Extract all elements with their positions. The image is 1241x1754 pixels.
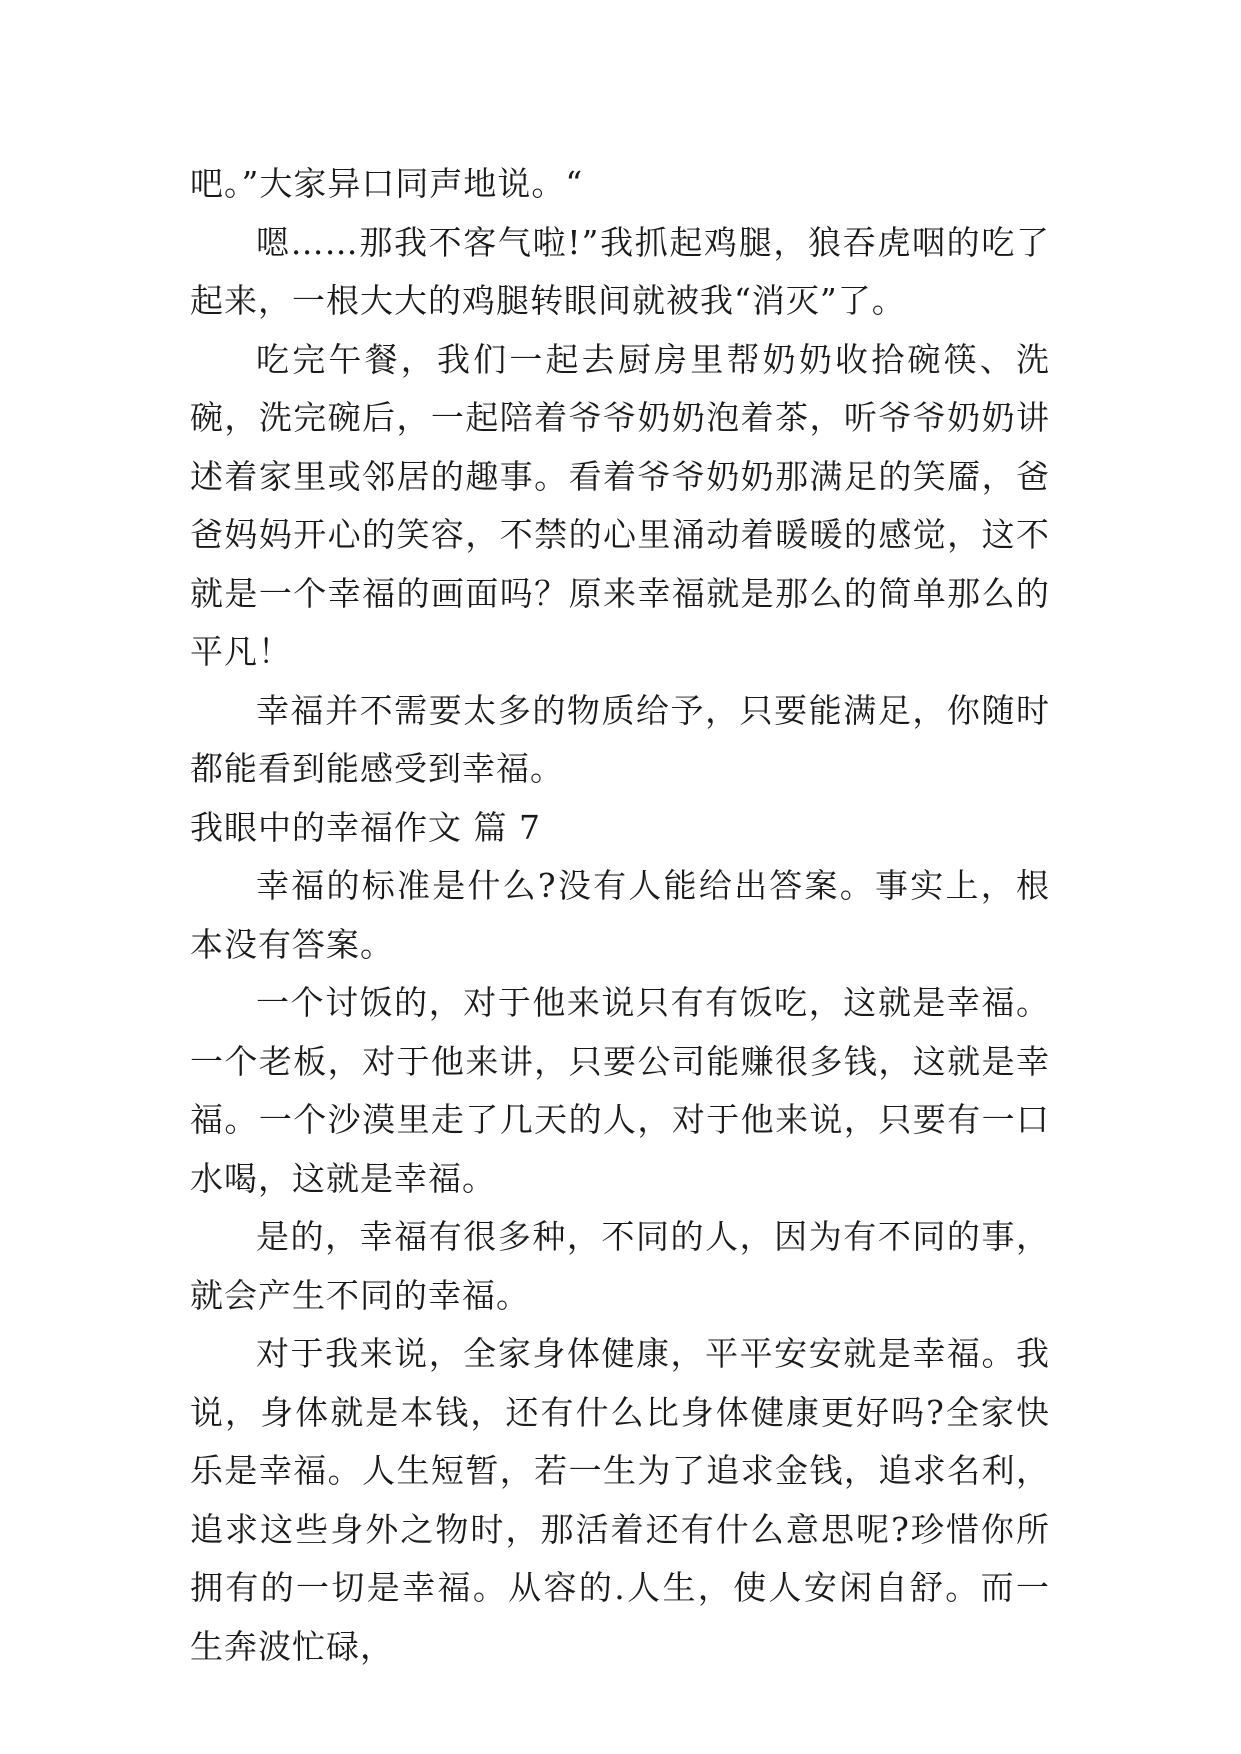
paragraph: 是的，幸福有很多种，不同的人，因为有不同的事，就会产生不同的幸福。 — [190, 1217, 1050, 1315]
paragraph: 对于我来说，全家身体健康，平平安安就是幸福。我说，身体就是本钱，还有什么比身体健康更好吗?全家快乐是幸福。人生短暂，若一生为了追求金钱，追求名利，追求这些身外之物时，那活着还有什么意思呢?珍惜你所拥有的一切是幸福。从容的.人生，使人安闲自舒。而一生奔波忙碌， — [190, 1334, 1050, 1666]
paragraph: 吃完午餐，我们一起去厨房里帮奶奶收拾碗筷、洗碗，洗完碗后，一起陪着爷爷奶奶泡着茶，听爷爷奶奶讲述着家里或邻居的趣事。看着爷爷奶奶那满足的笑靥，爸爸妈妈开心的笑容，不禁的心里涌动着暖暖的感觉，这不就是一个幸福的画面吗？原来幸福就是那么的简单那么的平凡！ — [190, 339, 1050, 671]
paragraph-continuation: 吧。”大家异口同声地说。“ — [190, 164, 584, 203]
document-page — [190, 155, 1050, 1676]
paragraph: 幸福的标准是什么?没有人能给出答案。事实上，根本没有答案。 — [190, 866, 1050, 964]
paragraph: 嗯……那我不客气啦!”我抓起鸡腿，狼吞虎咽的吃了起来，一根大大的鸡腿转眼间就被我“消灭”了。 — [190, 222, 1050, 320]
paragraph: 一个讨饭的，对于他来说只有有饭吃，这就是幸福。一个老板，对于他来讲，只要公司能赚很多钱，这就是幸福。一个沙漠里走了几天的人，对于他来说，只要有一口水喝，这就是幸福。 — [190, 983, 1050, 1198]
section-heading: 我眼中的幸福作文 篇 7 — [190, 807, 541, 847]
paragraph: 幸福并不需要太多的物质给予，只要能满足，你随时都能看到能感受到幸福。 — [190, 690, 1050, 788]
